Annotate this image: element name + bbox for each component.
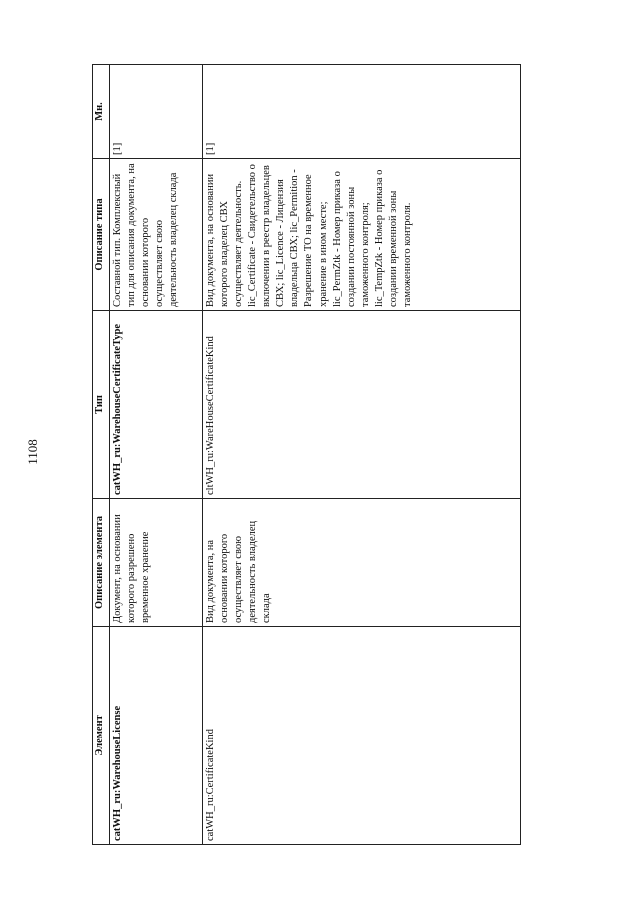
- cell-element-description: Вид документа, на основании которого осуществляет свою деятельность владелец склада: [203, 499, 521, 627]
- cell-element: catWH_ru:CertificateKind: [203, 627, 521, 845]
- cell-element-description: Документ, на основании которого разрешено временное хранение: [110, 499, 203, 627]
- rotated-table-container: [92, 65, 546, 845]
- cell-multiplicity: [1]: [110, 65, 203, 159]
- page-number: 1108: [25, 439, 40, 465]
- header-type: Тип: [93, 311, 110, 499]
- header-element-description: Описание элемента: [93, 499, 110, 627]
- cell-element: catWH_ru:WarehouseLicense: [110, 627, 203, 845]
- header-element: Элемент: [93, 627, 110, 845]
- header-type-description: Описание типа: [93, 159, 110, 311]
- cell-type-description: Вид документа, на основании которого владелец СВХ осуществляет деятельность. lic_Certificate - Свидетельство о включении в реестр владельцев СВХ; lic_Licence - Лицензия владельца СВХ; lic_Permition - Разрешение ТО на временное хранение в ином месте; lic_PermZtk - Номер приказа о создании постоянной зоны таможенного контроля; lic_TempZtk - Номер приказа о создании временной зоны таможенного контроля.: [203, 159, 521, 311]
- schema-table: [92, 64, 521, 845]
- table-row: [110, 65, 203, 845]
- header-multiplicity: Мн.: [93, 65, 110, 159]
- cell-type: catWH_ru:WarehouseCertificateType: [110, 311, 203, 499]
- cell-type-description: Составной тип. Комплексный тип для описания документа, на основании которого осуществляет свою деятельность владелец склада: [110, 159, 203, 311]
- table-row: [203, 65, 521, 845]
- cell-multiplicity: [1]: [203, 65, 521, 159]
- cell-type: cltWH_ru:WareHouseCertificateKind: [203, 311, 521, 499]
- table-header-row: [93, 65, 110, 845]
